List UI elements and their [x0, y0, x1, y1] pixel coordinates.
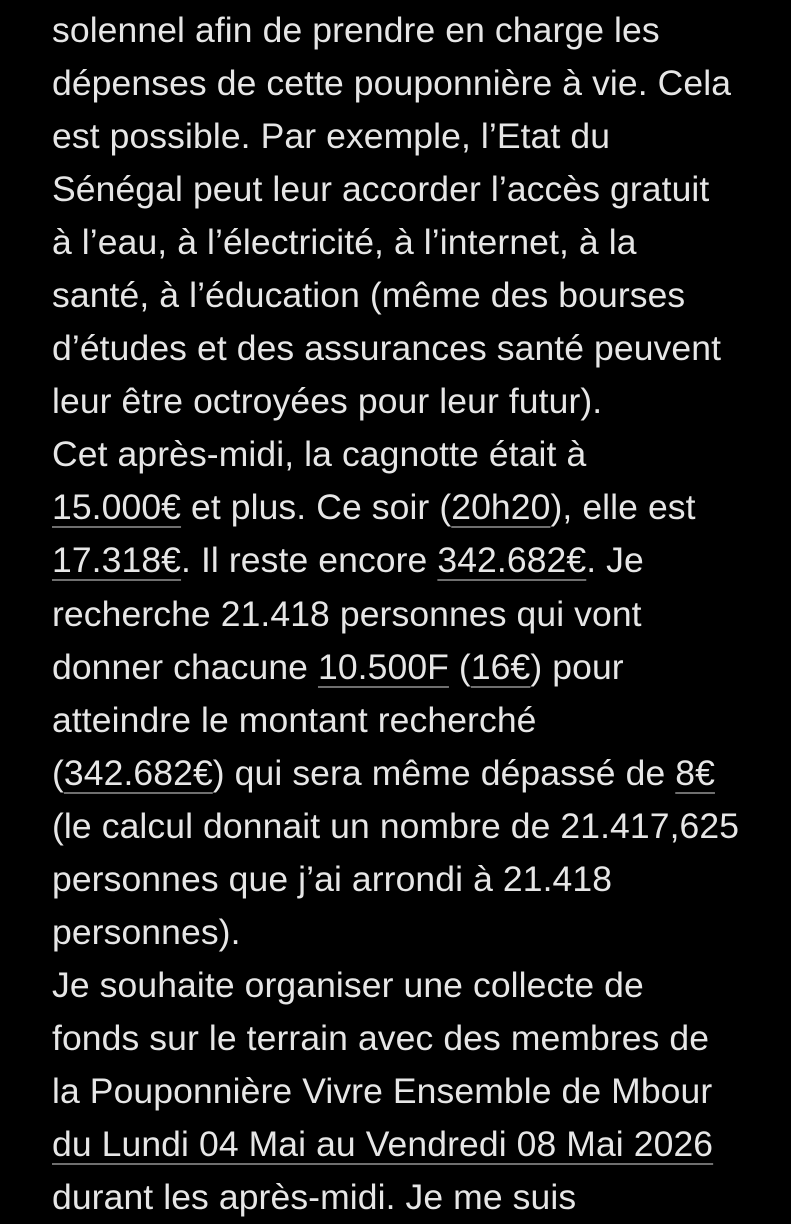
detected-data-link[interactable]: 10.500F	[317, 646, 449, 687]
text-segment: et plus. Ce soir (	[181, 487, 452, 528]
note-body-text[interactable]	[52, 4, 787, 1224]
text-segment: fonds sur le terrain avec des membres de	[52, 1017, 710, 1058]
text-segment: dépenses de cette pouponnière à vie. Cela	[52, 63, 732, 104]
detected-data-link[interactable]: du Lundi 04 Mai au Vendredi 08 Mai 2026	[52, 1123, 714, 1164]
detected-data-link[interactable]: 15.000€	[52, 487, 182, 528]
text-segment: durant les après-midi. Je me suis	[52, 1177, 577, 1218]
text-line	[52, 1118, 787, 1171]
text-line	[52, 4, 787, 57]
text-segment: (	[52, 752, 64, 793]
text-line	[52, 747, 787, 800]
text-segment: Cet après-midi, la cagnotte était à	[52, 434, 587, 475]
text-segment: atteindre le montant recherché	[52, 699, 537, 740]
text-line	[52, 641, 787, 694]
text-line	[52, 1065, 787, 1118]
text-line	[52, 110, 787, 163]
text-line	[52, 906, 787, 959]
text-line	[52, 269, 787, 322]
detected-data-link[interactable]: 8€	[675, 752, 715, 793]
text-segment: Je souhaite organiser une collecte de	[52, 964, 644, 1005]
text-line	[52, 534, 787, 587]
detected-data-link[interactable]: 16€	[470, 646, 531, 687]
text-segment: . Il reste encore	[181, 540, 438, 581]
text-line	[52, 375, 787, 428]
text-segment: personnes).	[52, 911, 241, 952]
text-line	[52, 216, 787, 269]
text-segment: à l’eau, à l’électricité, à l’internet, à la	[52, 222, 637, 263]
detected-data-link[interactable]: 17.318€	[52, 540, 182, 581]
text-line	[52, 1171, 787, 1224]
detected-data-link[interactable]: 342.682€	[63, 752, 213, 793]
text-line	[52, 163, 787, 216]
text-segment: la Pouponnière Vivre Ensemble de Mbour	[52, 1070, 713, 1111]
text-line	[52, 694, 787, 747]
text-segment: ) qui sera même dépassé de	[212, 752, 676, 793]
text-segment: solennel afin de prendre en charge les	[52, 10, 660, 50]
text-line	[52, 959, 787, 1012]
text-segment: . Je	[586, 540, 644, 581]
text-segment: ) pour	[530, 646, 624, 687]
text-segment: donner chacune	[52, 646, 318, 687]
text-segment: (	[448, 646, 471, 687]
text-line	[52, 428, 787, 481]
text-segment: santé, à l’éducation (même des bourses	[52, 275, 686, 316]
text-line	[52, 481, 787, 534]
text-line	[52, 1012, 787, 1065]
text-segment: Sénégal peut leur accorder l’accès gratuit	[52, 169, 710, 210]
detected-data-link[interactable]: 20h20	[451, 487, 551, 528]
text-line	[52, 588, 787, 641]
text-segment: leur être octroyées pour leur futur).	[52, 381, 603, 422]
text-line	[52, 800, 787, 853]
text-line	[52, 322, 787, 375]
text-segment: personnes que j’ai arrondi à 21.418	[52, 858, 613, 899]
text-line	[52, 57, 787, 110]
text-segment: recherche 21.418 personnes qui vont	[52, 593, 642, 634]
text-line	[52, 853, 787, 906]
detected-data-link[interactable]: 342.682€	[437, 540, 587, 581]
text-segment: ), elle est	[550, 487, 696, 528]
text-segment: est possible. Par exemple, l’Etat du	[52, 116, 611, 157]
text-segment: d’études et des assurances santé peuvent	[52, 328, 722, 369]
text-segment: (le calcul donnait un nombre de 21.417,625	[52, 805, 740, 846]
